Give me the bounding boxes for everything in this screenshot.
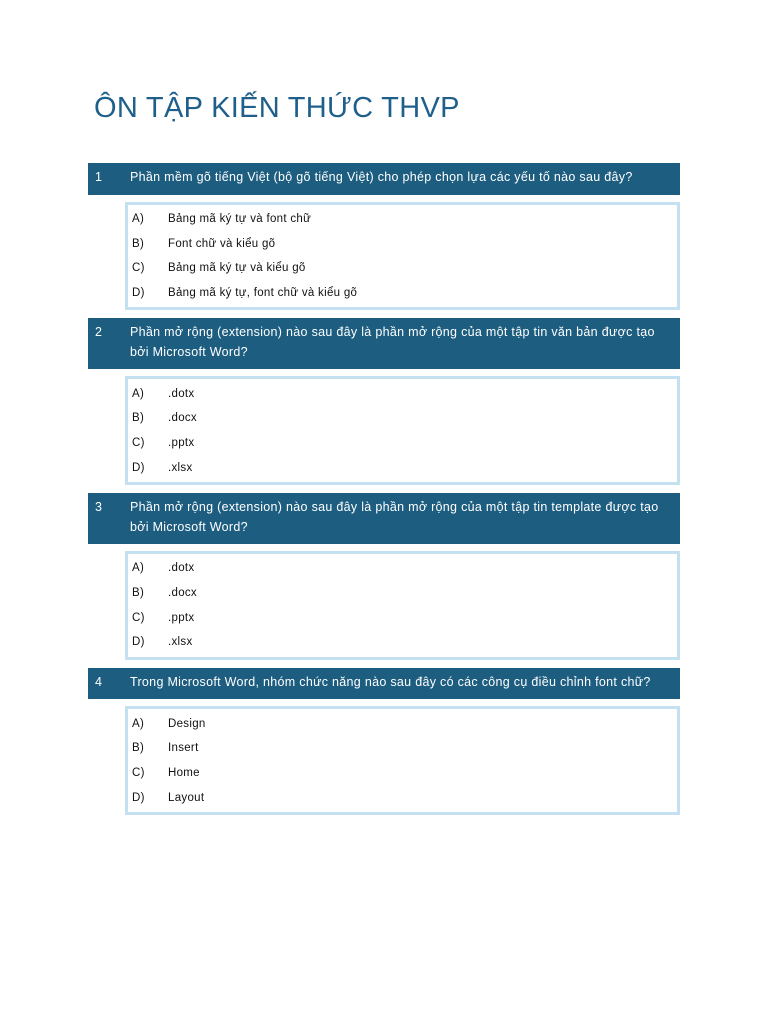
- answer-text: .pptx: [168, 611, 195, 624]
- question-number: 1: [95, 170, 103, 184]
- question-header: [88, 493, 680, 544]
- answer-option-a: [132, 711, 677, 736]
- answer-letter: B): [132, 237, 145, 250]
- answer-option-d: [132, 455, 677, 480]
- question-number: 4: [95, 674, 103, 689]
- answer-text: Bảng mã ký tự, font chữ và kiểu gõ: [168, 286, 358, 299]
- answer-letter: D): [132, 461, 145, 474]
- question-block-3: [88, 493, 680, 660]
- question-header: [88, 163, 680, 195]
- question-block-1: [88, 163, 680, 310]
- answer-text: .dotx: [168, 562, 195, 575]
- answer-text: Insert: [168, 742, 199, 755]
- answer-text: Layout: [168, 791, 205, 804]
- answer-option-d: [132, 281, 677, 306]
- quiz: [88, 163, 680, 823]
- question-header: [88, 318, 680, 369]
- answer-option-b: [132, 231, 677, 256]
- answer-text: .docx: [168, 587, 197, 600]
- answer-text: .xlsx: [168, 461, 193, 474]
- answer-letter: A): [132, 717, 145, 730]
- answer-letter: A): [132, 387, 145, 400]
- answer-letter: B): [132, 412, 145, 425]
- question-text: Phần mở rộng (extension) nào sau đây là phần mở rộng của một tập tin văn bản được tạo bởi Microsoft Word?: [130, 325, 655, 359]
- answer-text: .dotx: [168, 387, 195, 400]
- answer-text: .docx: [168, 412, 197, 425]
- answer-list: [125, 202, 680, 311]
- answer-option-c: [132, 256, 677, 281]
- question-number: 2: [95, 325, 103, 340]
- question-block-4: [88, 668, 680, 815]
- answer-letter: B): [132, 587, 145, 600]
- answer-text: Font chữ và kiểu gõ: [168, 237, 276, 250]
- answer-letter: C): [132, 611, 145, 624]
- answer-letter: D): [132, 791, 145, 804]
- answer-option-c: [132, 605, 677, 630]
- answer-option-b: [132, 736, 677, 761]
- answer-option-a: [132, 556, 677, 581]
- answer-option-a: [132, 381, 677, 406]
- question-text: Trong Microsoft Word, nhóm chức năng nào sau đây có các công cụ điều chỉnh font chữ?: [130, 674, 651, 689]
- answer-letter: C): [132, 766, 145, 779]
- answer-text: .xlsx: [168, 636, 193, 649]
- answer-letter: A): [132, 212, 145, 225]
- question-number: 3: [95, 500, 103, 514]
- answer-list: [125, 706, 680, 815]
- answer-text: .pptx: [168, 436, 195, 449]
- answer-option-d: [132, 630, 677, 655]
- answer-letter: D): [132, 636, 145, 649]
- answer-option-b: [132, 581, 677, 606]
- answer-option-b: [132, 406, 677, 431]
- answer-letter: C): [132, 436, 145, 449]
- answer-list: [125, 551, 680, 660]
- question-text: Phần mềm gõ tiếng Việt (bộ gõ tiếng Việt) cho phép chọn lựa các yếu tố nào sau đây?: [130, 170, 633, 184]
- answer-text: Bảng mã ký tự và kiểu gõ: [168, 262, 306, 275]
- page-title: ÔN TẬP KIẾN THỨC THVP: [94, 92, 460, 124]
- answer-letter: B): [132, 742, 145, 755]
- answer-letter: D): [132, 286, 145, 299]
- answer-letter: C): [132, 262, 145, 275]
- question-text: Phần mở rộng (extension) nào sau đây là phần mở rộng của một tập tin template được tạo bởi Microsoft Word?: [130, 500, 659, 534]
- question-header: [88, 668, 680, 700]
- answer-option-a: [132, 207, 677, 232]
- answer-text: Bảng mã ký tự và font chữ: [168, 212, 312, 225]
- answer-letter: A): [132, 562, 145, 575]
- answer-text: Home: [168, 766, 200, 779]
- answer-option-c: [132, 431, 677, 456]
- answer-option-d: [132, 785, 677, 810]
- answer-text: Design: [168, 717, 206, 730]
- answer-option-c: [132, 761, 677, 786]
- answer-list: [125, 376, 680, 485]
- question-block-2: [88, 318, 680, 485]
